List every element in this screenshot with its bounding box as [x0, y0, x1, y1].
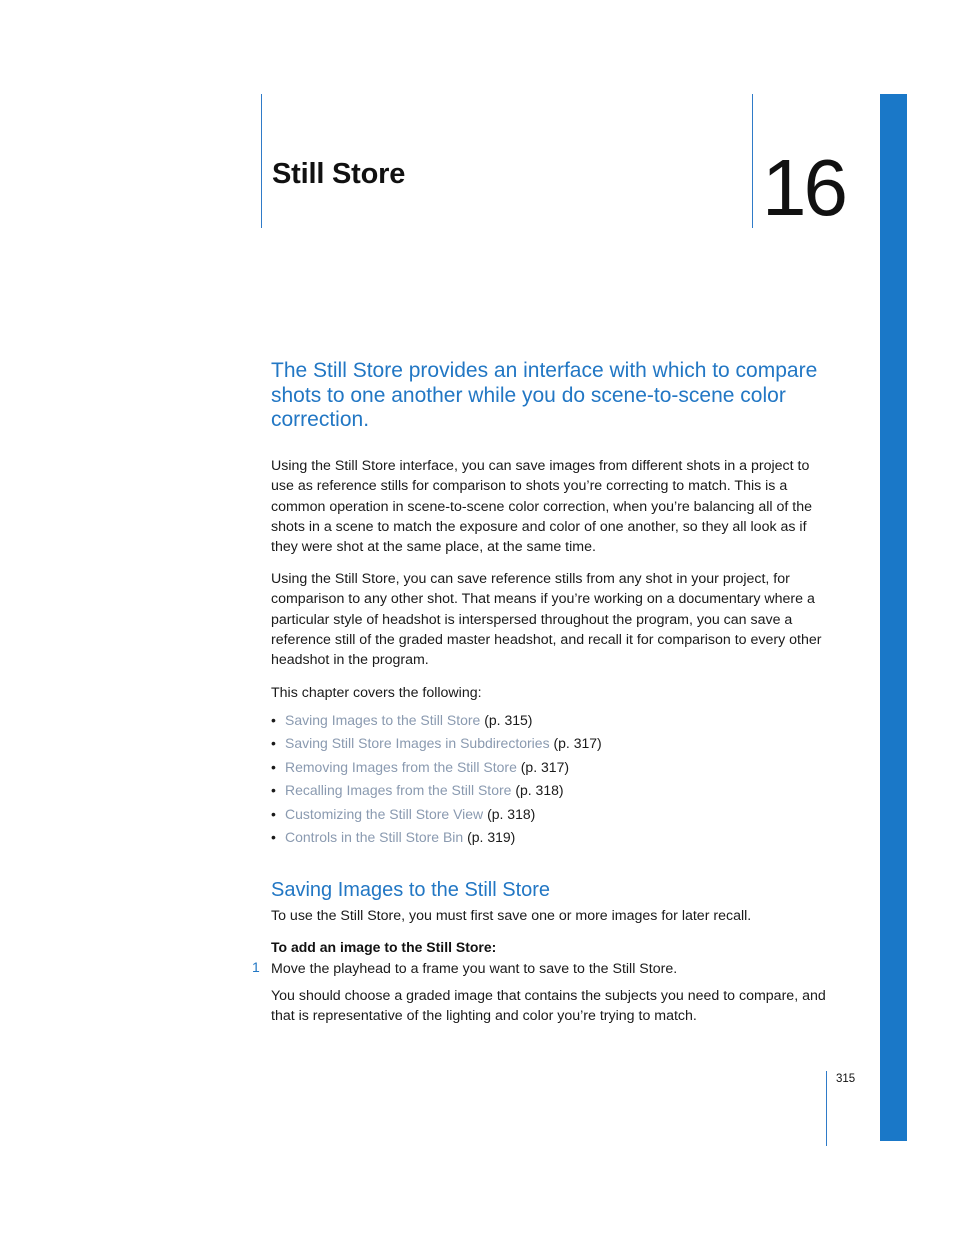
step-note: You should choose a graded image that contains the subjects you need to compare, and that is representative of the lighting and color you’re trying to match.: [271, 988, 826, 1025]
title-left-rule: [261, 94, 262, 228]
body-paragraph-2: Using the Still Store, you can save reference stills from any shot in your project, for comparison to any other shot. That means if you’re working on a documentary where a particular style of headshot is interspersed throughout the program, you can save a reference still of the graded master headshot, and recall it for comparison to every other headshot in the program.: [271, 571, 822, 669]
bullet-dot-icon: •: [271, 712, 276, 728]
section-heading: Saving Images to the Still Store: [271, 879, 551, 901]
bullet-dot-icon: •: [271, 805, 276, 822]
toc-page-ref: (p. 315): [484, 712, 533, 728]
step-number: 1: [252, 959, 260, 975]
toc-link[interactable]: Controls in the Still Store Bin: [285, 829, 464, 846]
toc-link[interactable]: Removing Images from the Still Store: [285, 758, 517, 775]
toc-page-ref: (p. 319): [467, 829, 516, 846]
task-heading: To add an image to the Still Store:: [271, 939, 497, 955]
toc-item: [271, 803, 831, 826]
number-left-rule: [752, 94, 753, 228]
toc-item: [271, 732, 831, 755]
toc-link[interactable]: Saving Images to the Still Store: [285, 712, 481, 728]
chapter-toc-list: [271, 709, 831, 849]
toc-item: [271, 756, 831, 779]
body-paragraph-1: Using the Still Store interface, you can save images from different shots in a project to use as reference stills for comparison to shots you’re correcting to match. This is a common operation in scene-to-scene color correction, when you’re balancing all of the shots in a scene to match the exposure and color of one another, so they all look as if they were shot at the same place, at the same time.: [271, 458, 812, 556]
toc-link[interactable]: Recalling Images from the Still Store: [285, 782, 512, 799]
section-lead: To use the Still Store, you must first save one or more images for later recall.: [271, 908, 752, 924]
bullet-dot-icon: •: [271, 735, 276, 752]
toc-page-ref: (p. 317): [520, 758, 570, 775]
toc-page-ref: (p. 317): [553, 735, 602, 752]
page-number: 315: [836, 1073, 856, 1085]
bullet-dot-icon: •: [271, 782, 276, 799]
toc-link[interactable]: Customizing the Still Store View: [285, 805, 484, 822]
bullet-dot-icon: •: [271, 829, 276, 846]
toc-item: [271, 779, 831, 802]
toc-item: [271, 709, 831, 732]
chapter-intro: The Still Store provides an interface with which to compare shots to one another while you do scene-to-scene color correction.: [271, 359, 818, 431]
footer-rule: [826, 1071, 827, 1146]
chapter-covers-label: This chapter covers the following:: [271, 685, 482, 701]
bullet-dot-icon: •: [271, 758, 276, 775]
toc-page-ref: (p. 318): [487, 805, 536, 822]
chapter-edge-tab: [880, 94, 907, 1141]
chapter-title: Still Store: [272, 158, 406, 190]
toc-link[interactable]: Saving Still Store Images in Subdirectories: [285, 735, 550, 752]
chapter-number: 16: [762, 143, 845, 232]
toc-page-ref: (p. 318): [515, 782, 564, 799]
toc-item: [271, 826, 831, 849]
step-text: Move the playhead to a frame you want to save to the Still Store.: [271, 961, 678, 977]
